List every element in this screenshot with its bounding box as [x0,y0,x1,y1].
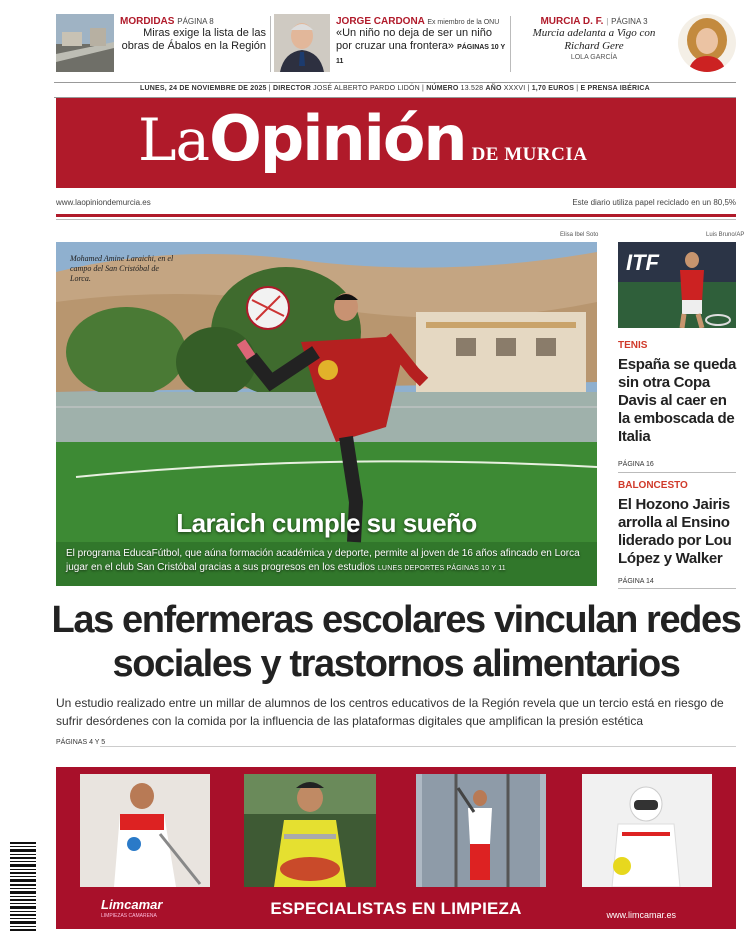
teaser-photo-highway [56,14,114,72]
edition-info: LUNES, 24 DE NOVIEMBRE DE 2025 | DIRECTOR JOSÉ ALBERTO PARDO LIDÓN | NÚMERO 13.528 AÑO XXXVI | 1,70 EUROS | E PRENSA IBÉRICA [54,82,736,98]
ad-photo-cleaner-mop [80,774,210,887]
sidebar-photo-tennis[interactable] [618,242,736,328]
newspaper-logo [138,102,587,175]
publisher-group: PRENSA IBÉRICA [587,85,650,92]
sidebar-headline-tenis[interactable]: España se queda sin otra Copa Davis al caer en la emboscada de Italia [618,356,737,445]
lead-pages: PÁGINAS 4 Y 5 [56,739,106,746]
teaser-kicker [120,16,266,27]
teaser-photo-columnist [678,14,736,72]
masthead[interactable] [56,98,736,188]
ad-photo-disinfection [582,774,712,887]
divider [510,16,511,72]
photo-summary [66,547,591,576]
ad-brand-logo: Limcamar [101,897,163,912]
number-label: NÚMERO [426,85,459,92]
itf-banner-text: ITF [626,250,659,275]
teaser-text: «Un niño no deja de ser un niño por cruzar una frontera» PÁGINAS 10 Y 11 [336,27,506,65]
barcode-icon [8,840,38,936]
logo-opinion: Opinión [209,102,466,175]
sidebar-photo-credit: Luis Bruno/AP [706,232,745,238]
sidebar-rule [618,472,736,473]
issue-year: XXXVI [503,85,526,92]
cover-photo-story[interactable] [56,242,597,586]
divider [270,16,271,72]
photo-pages: LUNES DEPORTES PÁGINAS 10 Y 11 [377,565,506,572]
teaser-kicker [336,16,506,27]
sidebar-headline-baloncesto[interactable]: El Hozono Jairis arrolla al Ensino liderado por Lou López y Walker [618,496,732,567]
teaser-page: PÁGINAS 10 Y 11 [336,44,506,65]
recycled-note: Este diario utiliza papel reciclado en un 80,5% [572,198,736,207]
lead-headline[interactable]: Las enfermeras escolares vinculan redes sociales y trastornos alimentarios [51,599,741,685]
ad-photo-window-cleaner [416,774,546,887]
logo-la: La [138,106,210,174]
sidebar-rule [618,588,736,589]
teaser-sep: | [606,17,609,26]
sidebar-kicker-tenis: TENIS [618,340,648,351]
price: 1,70 EUROS [531,85,575,92]
lead-rule [100,746,736,747]
issue-number: 13.528 [460,85,484,92]
teaser-murcia-df[interactable] [514,14,736,76]
teaser-photo-portrait [274,14,330,72]
teaser-cardona[interactable] [274,14,506,76]
advertisement-limcamar[interactable] [56,767,736,929]
teaser-text: Murcia adelanta a Vigo con Richard Gere [532,27,656,52]
teaser-text: Miras exige la lista de las obras de Ábalos en la Región [121,27,266,52]
sidebar-page-baloncesto: PÁGINA 14 [618,578,654,585]
teaser-tag: MORDIDAS [120,16,175,27]
lead-deck: Un estudio realizado entre un millar de alumnos de los centros educativos de la Región revela que un tercio está en riesgo de sufrir desórdenes con la comida por la influencia de las plataformas digitales que amplifican la presión estética [56,696,724,728]
header-rule-thin [56,219,736,220]
photo-credit: Elisa Ibel Soto [560,232,599,238]
director-name: JOSÉ ALBERTO PARDO LIDÓN [313,85,420,92]
teaser-kicker [514,16,674,27]
ad-brand-sub: LIMPIEZAS CAMARENA [101,913,157,919]
edition-date: LUNES, 24 DE NOVIEMBRE DE 2025 [140,85,267,92]
site-url[interactable]: www.laopiniondemurcia.es [56,198,151,207]
photo-caption: Mohamed Amine Laraichi, en el campo del San Cristóbal de Lorca. [70,254,174,283]
photo-summary-text: El programa EducaFútbol, que aúna formación académica y deporte, permite al joven de 16 años afincado en Lorca jugar en el club San Cristóbal gracias a sus progresos en los estudios [66,548,580,573]
group-logo-icon: E [580,85,586,92]
sidebar-kicker-baloncesto: BALONCESTO [618,480,688,491]
teaser-tag: JORGE CARDONA [336,16,425,27]
director-label: DIRECTOR [272,85,311,92]
teaser-tag: MURCIA D. F. [540,16,604,27]
year-label: AÑO [485,85,502,92]
header-rule [56,214,736,217]
ad-url[interactable]: www.limcamar.es [606,910,676,920]
teaser-byline: LOLA GARCÍA [570,54,618,61]
teaser-page: PÁGINA 3 [611,17,648,26]
ad-slogan: ESPECIALISTAS EN LIMPIEZA [270,899,522,918]
teaser-page: PÁGINA 8 [177,17,214,26]
photo-headline: Laraich cumple su sueño [176,508,477,538]
ad-photo-gardener [244,774,376,887]
sidebar-page-tenis: PÁGINA 16 [618,461,654,468]
logo-region: DE MURCIA [471,144,588,165]
teaser-tag-note: Ex miembro de la ONU [427,19,500,26]
teaser-mordidas[interactable] [56,14,266,76]
